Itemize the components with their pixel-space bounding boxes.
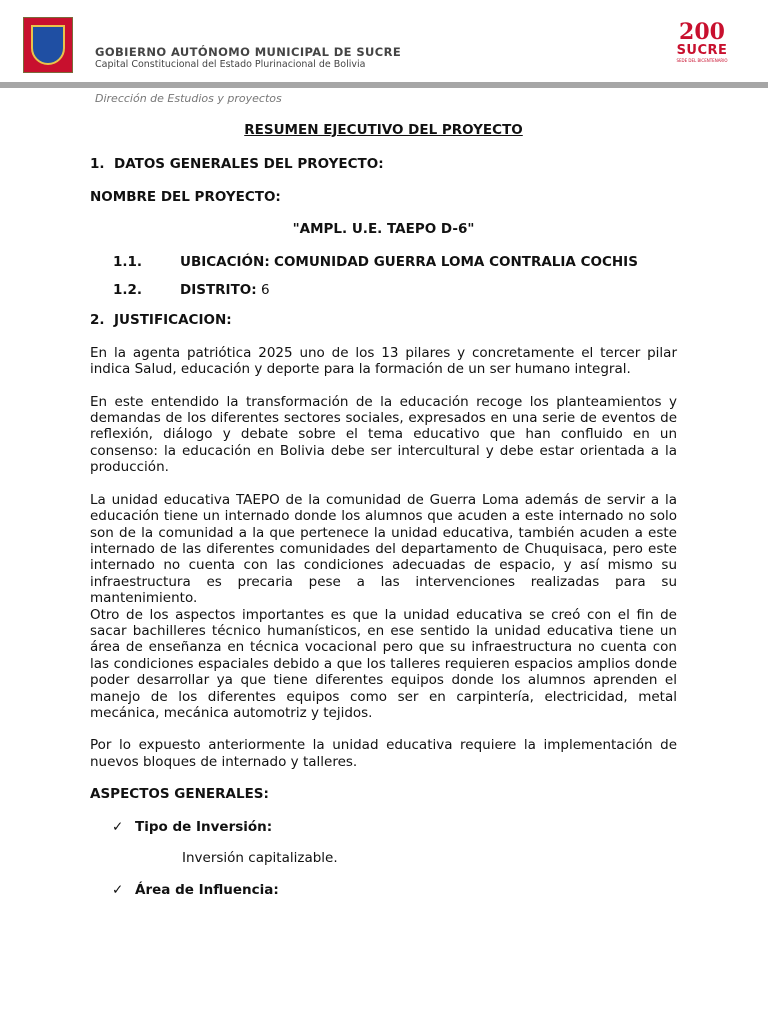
logo-tagline: SEDE DEL BICENTENARIO xyxy=(676,58,728,63)
investment-type-item xyxy=(112,819,677,835)
section-number: 1. xyxy=(90,156,105,173)
checkmark-icon: ✓ xyxy=(112,882,124,899)
section-heading-general-data xyxy=(90,156,677,172)
influence-area-item xyxy=(112,882,677,898)
department-name: Dirección de Estudios y proyectos xyxy=(95,92,282,105)
investment-type-value: Inversión capitalizable. xyxy=(182,850,338,866)
logo-word: SUCRE xyxy=(676,43,728,58)
district-label: DISTRITO: xyxy=(180,282,257,299)
section-heading-justification xyxy=(90,312,677,328)
location-row xyxy=(113,254,677,270)
document-body xyxy=(90,118,677,899)
location-value: COMUNIDAD GUERRA LOMA CONTRALIA COCHIS xyxy=(274,253,638,270)
paragraph: La unidad educativa TAEPO de la comunidad de Guerra Loma además de servir a la educación tiene un internado donde los alumnos que acuden a este internado no solo son de la comunidad a la que pertenece la unidad educativa, también acuden a este internado de las diferentes comunidades del departamento de Chuquisaca, pero este internado no cuenta con las condiciones adecuadas de espacio, y así mismo su infraestructura es precaria pese a las intervenciones realizadas para su mantenimiento. xyxy=(90,491,677,607)
paragraph: Por lo expuesto anteriormente la unidad educativa requiere la implementación de nuevos bloques de internado y talleres. xyxy=(90,737,677,770)
influence-area-label: Área de Influencia: xyxy=(135,882,279,899)
district-number: 1.2. xyxy=(113,282,143,299)
document-title: RESUMEN EJECUTIVO DEL PROYECTO xyxy=(244,122,523,138)
section-label: JUSTIFICACION: xyxy=(114,312,232,329)
investment-type-label: Tipo de Inversión: xyxy=(135,818,273,835)
bicentenary-logo xyxy=(676,20,728,68)
paragraph: Otro de los aspectos importantes es que la unidad educativa se creó con el fin de sacar bachilleres técnico humanísticos, en ese sentido la unidad educativa tiene un área de enseñanza en técnica vocacional pero que su infraestructura no cuenta con las condiciones espaciales debido a que los talleres requieren espacios amplios donde poder desarrollar ya que tiene diferentes equipos donde los alumnos aprenden el manejo de los diferentes equipos como ser en carpintería, electricidad, metal mecánica, mecánica automotriz y tejidos. xyxy=(90,606,677,721)
header-divider xyxy=(0,82,768,88)
municipal-crest-icon xyxy=(23,17,73,73)
district-row xyxy=(113,282,677,298)
paragraph: En la agenta patriótica 2025 uno de los 13 pilares y concretamente el tercer pilar indica Salud, educación y deporte para la formación de un ser humano integral. xyxy=(90,344,677,378)
page-header xyxy=(0,0,768,105)
logo-number: 200 xyxy=(679,19,725,45)
section-label: DATOS GENERALES DEL PROYECTO: xyxy=(114,156,384,173)
general-aspects-label: ASPECTOS GENERALES: xyxy=(90,786,269,803)
district-value: 6 xyxy=(260,282,270,299)
location-label: UBICACIÓN: xyxy=(180,253,270,270)
org-title: GOBIERNO AUTÓNOMO MUNICIPAL DE SUCRE xyxy=(95,45,402,59)
project-name-label: NOMBRE DEL PROYECTO: xyxy=(90,188,281,205)
section-number: 2. xyxy=(90,312,105,329)
shield-icon xyxy=(31,25,65,65)
paragraph: En este entendido la transformación de la educación recoge los planteamientos y demandas de los diferentes sectores sociales, expresados en una serie de eventos de reflexión, diálogo y debate sobre el tema educativo que han confluido en un consenso: la educación en Bolivia debe ser intercultural y debe estar orientada a la producción. xyxy=(90,393,677,476)
location-number: 1.1. xyxy=(113,253,143,270)
project-name: "AMPL. U.E. TAEPO D-6" xyxy=(292,221,475,238)
org-subtitle: Capital Constitucional del Estado Plurinacional de Bolivia xyxy=(95,59,366,70)
checkmark-icon: ✓ xyxy=(112,818,124,835)
